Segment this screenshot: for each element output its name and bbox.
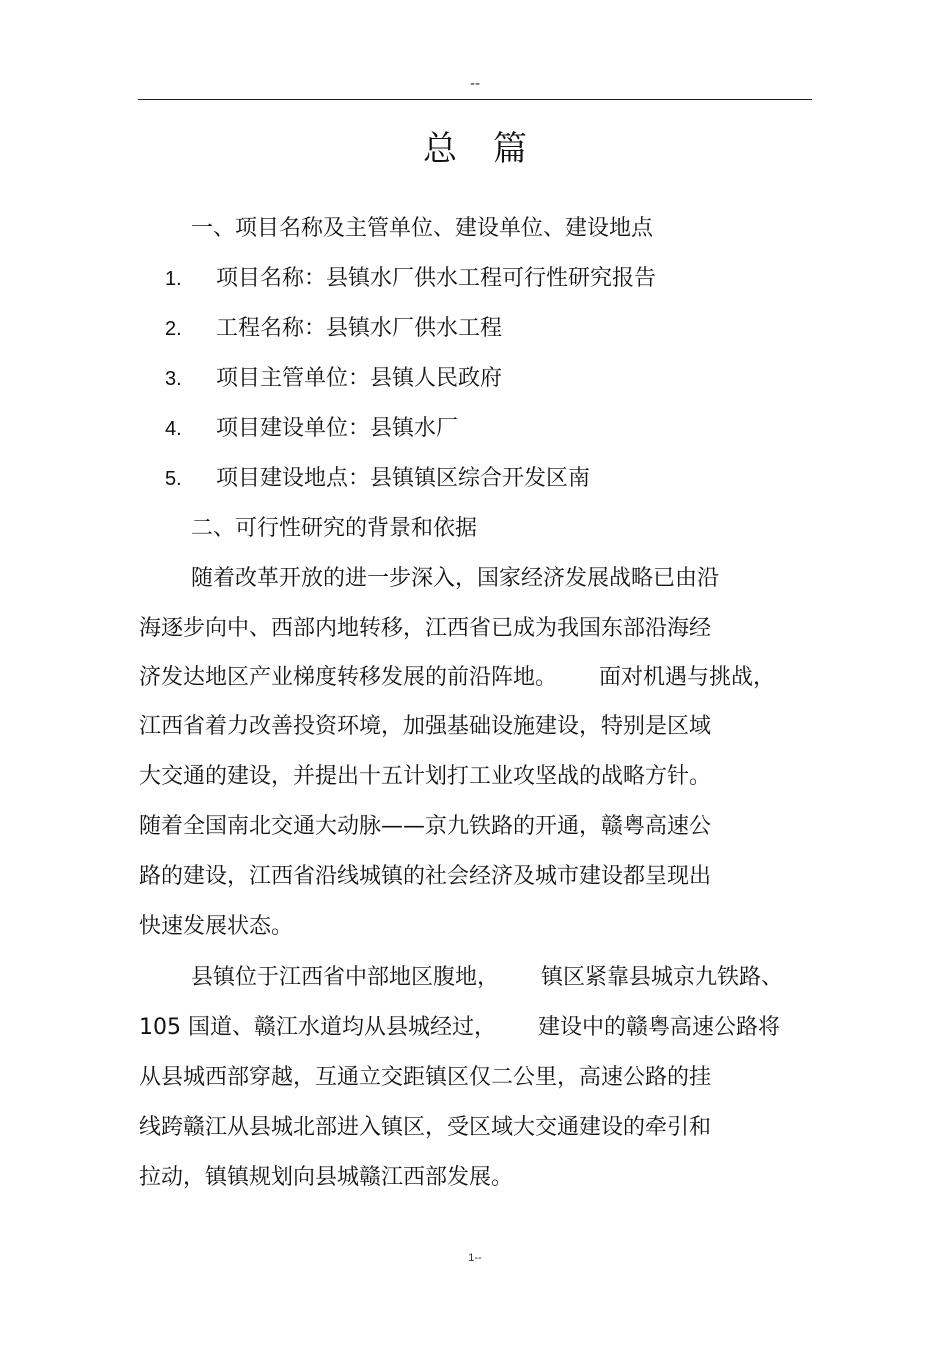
list-item-text: 项目建设单位：县镇水厂: [216, 416, 459, 441]
paragraph-line: 县镇位于江西省中部地区腹地， 镇区紧靠县城京九铁路、: [191, 965, 783, 990]
paragraph-line: 路的建设，江西省沿线城镇的社会经济及城市建设都呈现出: [139, 864, 712, 889]
section-heading-2: 二、可行性研究的背景和依据: [191, 516, 478, 541]
list-item-text: 项目主管单位：县镇人民政府: [216, 366, 503, 391]
list-item-text: 项目名称：县镇水厂供水工程可行性研究报告: [216, 266, 657, 291]
page-title: 总篇: [423, 129, 563, 169]
paragraph-line: 江西省着力改善投资环境，加强基础设施建设，特别是区域: [139, 714, 712, 739]
header-rule: [138, 99, 812, 100]
paragraph-line: 105 国道、赣江水道均从县城经过， 建设中的赣粤高速公路将: [139, 1015, 780, 1040]
list-item-number: 1.: [165, 268, 182, 290]
list-item-text: 项目建设地点：县镇镇区综合开发区南: [216, 466, 591, 491]
paragraph-line: 济发达地区产业梯度转移发展的前沿阵地。 面对机遇与挑战，: [139, 665, 775, 690]
list-item-number: 5.: [165, 468, 182, 490]
header-mark: --: [469, 76, 481, 92]
section-heading-1: 一、项目名称及主管单位、建设单位、建设地点: [191, 216, 654, 241]
paragraph-line: 大交通的建设，并提出十五计划打工业攻坚战的战略方针。: [139, 764, 712, 789]
paragraph-line: 快速发展状态。: [139, 914, 294, 939]
paragraph-line: 随着改革开放的进一步深入，国家经济发展战略已由沿: [191, 566, 720, 591]
paragraph-line: 随着全国南北交通大动脉——京九铁路的开通，赣粤高速公: [139, 814, 712, 839]
list-item-text: 工程名称：县镇水厂供水工程: [216, 316, 503, 341]
page-number: 1--: [468, 1252, 482, 1264]
list-item-number: 2.: [165, 318, 182, 340]
list-item-number: 3.: [165, 368, 182, 390]
paragraph-line: 拉动，镇镇规划向县城赣江西部发展。: [139, 1165, 514, 1190]
paragraph-line: 线跨赣江从县城北部进入镇区，受区域大交通建设的牵引和: [139, 1115, 712, 1140]
list-item-number: 4.: [165, 418, 182, 440]
paragraph-line: 海逐步向中、西部内地转移，江西省已成为我国东部沿海经: [139, 616, 712, 641]
paragraph-line: 从县城西部穿越，互通立交距镇区仅二公里，高速公路的挂: [139, 1065, 712, 1090]
